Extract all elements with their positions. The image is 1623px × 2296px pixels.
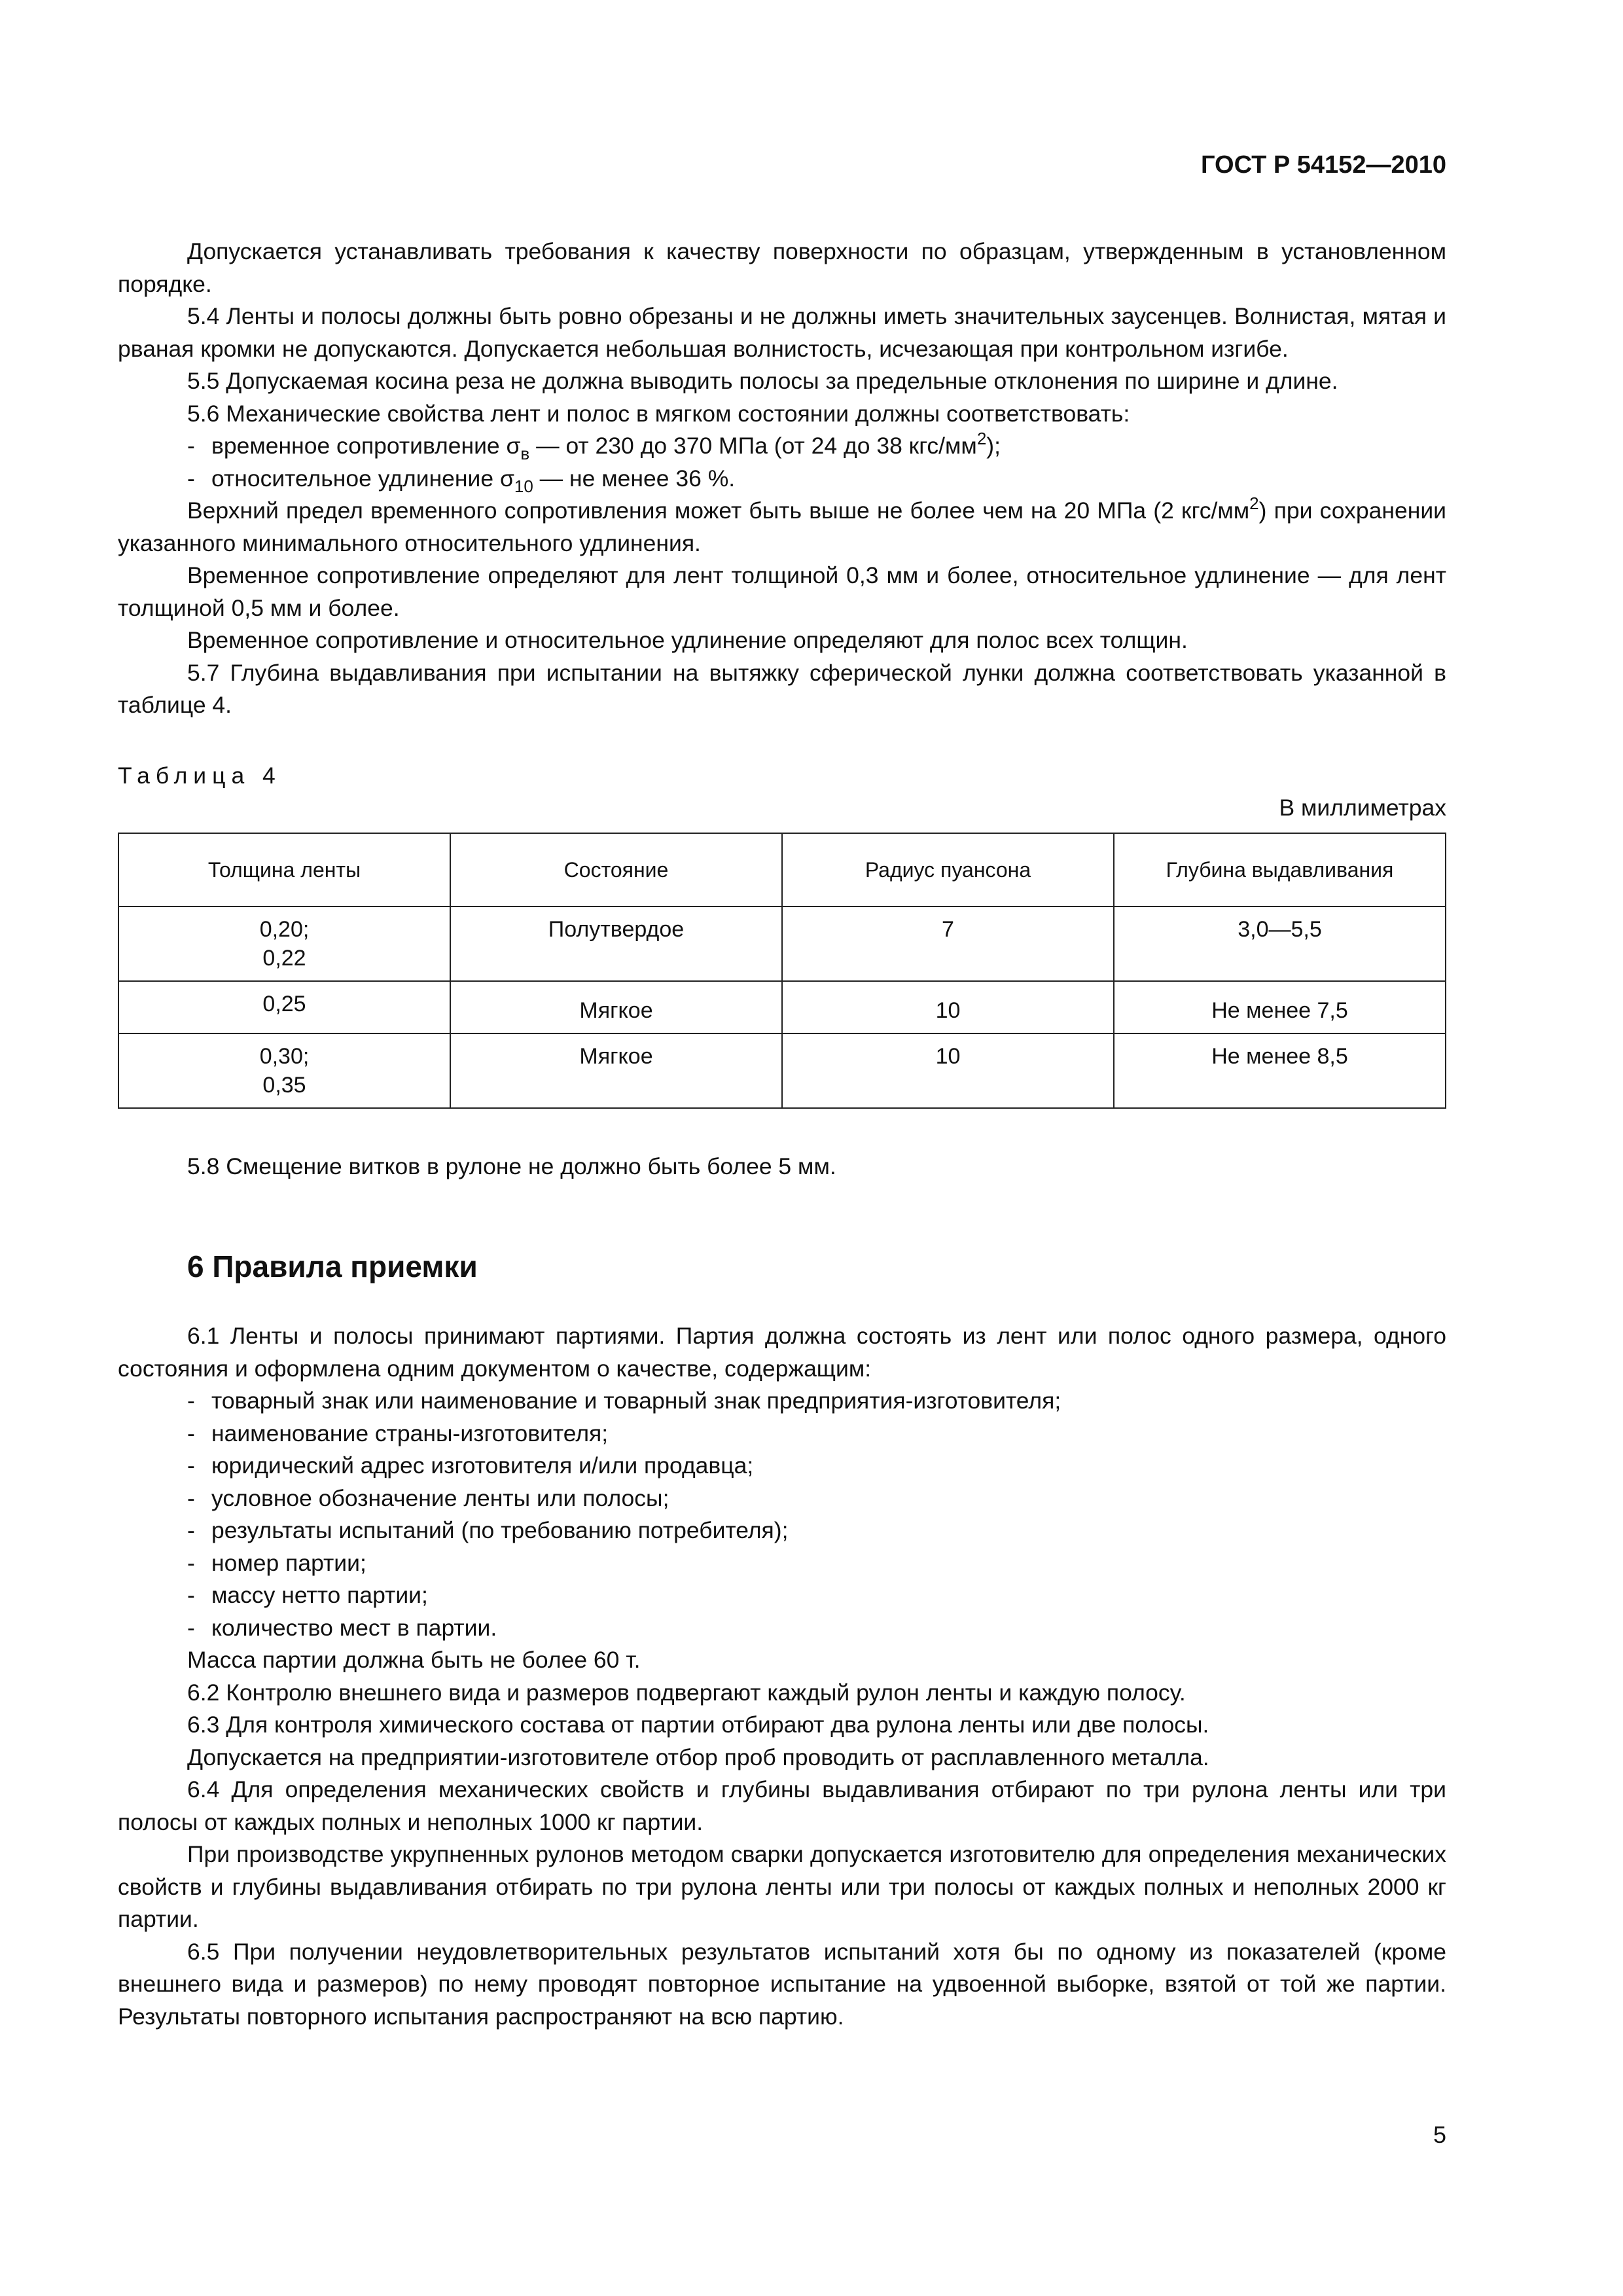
cell-thickness bbox=[118, 906, 450, 981]
list-item-text: номер партии; bbox=[211, 1549, 366, 1576]
list-item-text: юридический адрес изготовителя и/или продавца; bbox=[211, 1452, 754, 1479]
list-item-text: массу нетто партии; bbox=[211, 1582, 428, 1608]
paragraph-surface-quality: Допускается устанавливать требования к качеству поверхности по образцам, утвержденным в установленном порядке. bbox=[118, 238, 1446, 297]
cell-state: Полутвердое bbox=[450, 906, 782, 981]
cell-line: 0,20; bbox=[259, 916, 310, 942]
clause-6-3: 6.3 Для контроля химического состава от партии отбирают два рулона ленты или две полосы. bbox=[187, 1712, 1209, 1738]
paragraph-melt-sampling: Допускается на предприятии-изготовителе отбор проб проводить от расплавленного металла. bbox=[187, 1744, 1209, 1770]
column-header-thickness: Толщина ленты bbox=[118, 833, 450, 906]
list-dash: - bbox=[187, 1517, 195, 1543]
clause-5-8: 5.8 Смещение витков в рулоне не должно быть более 5 мм. bbox=[187, 1153, 836, 1179]
table-row bbox=[118, 981, 1446, 1033]
list-dash: - bbox=[187, 1420, 195, 1446]
list-item-text: результаты испытаний (по требованию потребителя); bbox=[211, 1517, 789, 1543]
paragraph-upper-limit bbox=[118, 495, 1446, 560]
list-item-elongation bbox=[118, 463, 1446, 495]
text-fragment: — не менее 36 %. bbox=[533, 465, 736, 492]
text-fragment: Верхний предел временного сопротивления может быть выше не более чем на 20 МПа (2 кгс/мм bbox=[187, 497, 1250, 524]
list-dash: - bbox=[187, 433, 195, 459]
page-number: 5 bbox=[1433, 2121, 1446, 2148]
clause-6-1: 6.1 Ленты и полосы принимают партиями. Партия должна состоять из лент или полос одного размера, одного состояния и оформлена одним документом о качестве, содержащим: bbox=[118, 1323, 1446, 1382]
standard-designation: ГОСТ Р 54152—2010 bbox=[1201, 151, 1446, 179]
quality-document-list bbox=[118, 1385, 1446, 1644]
cell-radius: 7 bbox=[782, 906, 1114, 981]
cell-depth: Не менее 7,5 bbox=[1114, 981, 1446, 1033]
cell-thickness bbox=[118, 1033, 450, 1108]
list-item bbox=[118, 1418, 1446, 1450]
list-dash: - bbox=[187, 1452, 195, 1479]
cell-state: Мягкое bbox=[450, 1033, 782, 1108]
text-fragment: ); bbox=[986, 433, 1001, 459]
cell-line: 0,22 bbox=[262, 945, 306, 971]
list-item-tensile-strength bbox=[118, 430, 1446, 463]
section-heading: 6 Правила приемки bbox=[187, 1249, 478, 1283]
subscript: 10 bbox=[514, 476, 533, 496]
table-units: В миллиметрах bbox=[1279, 795, 1446, 821]
paragraph-welded-coils: При производстве укрупненных рулонов методом сварки допускается изготовителю для определения механических свойств и глубины выдавливания отбирать по три рулона ленты или три полосы от каждых полных и неполных 2000 кг партии. bbox=[118, 1841, 1446, 1932]
cell-depth: Не менее 8,5 bbox=[1114, 1033, 1446, 1108]
table-4 bbox=[118, 833, 1446, 1109]
list-item bbox=[118, 1385, 1446, 1418]
cell-radius: 10 bbox=[782, 1033, 1114, 1108]
list-dash: - bbox=[187, 1549, 195, 1576]
cell-line: 0,35 bbox=[262, 1072, 306, 1098]
list-item bbox=[118, 1450, 1446, 1482]
clause-6-2: 6.2 Контролю внешнего вида и размеров подвергают каждый рулон ленты и каждую полосу. bbox=[187, 1679, 1186, 1706]
cell-depth: 3,0—5,5 bbox=[1114, 906, 1446, 981]
cell-line: 0,30; bbox=[259, 1043, 310, 1069]
list-item bbox=[118, 1515, 1446, 1547]
clause-6-4: 6.4 Для определения механических свойств и глубины выдавливания отбирают по три рулона ленты или три полосы от каждых полных и неполных 1000 кг партии. bbox=[118, 1776, 1446, 1835]
column-header-radius: Радиус пуансона bbox=[782, 833, 1114, 906]
list-dash: - bbox=[187, 1614, 195, 1641]
list-item-text: товарный знак или наименование и товарный знак предприятия-изготовителя; bbox=[211, 1388, 1061, 1414]
list-dash: - bbox=[187, 465, 195, 492]
clause-5-6: 5.6 Механические свойства лент и полос в мягком состоянии должны соответствовать: bbox=[187, 400, 1130, 427]
clause-5-7: 5.7 Глубина выдавливания при испытании на вытяжку сферической лунки должна соответствовать указанной в таблице 4. bbox=[118, 659, 1446, 718]
table-caption: Таблица 4 bbox=[118, 762, 281, 789]
superscript: 2 bbox=[976, 429, 987, 448]
list-dash: - bbox=[187, 1582, 195, 1608]
list-item bbox=[118, 1579, 1446, 1612]
paragraph-determine-tape: Временное сопротивление определяют для лент толщиной 0,3 мм и более, относительное удлинение — для лент толщиной 0,5 мм и более. bbox=[118, 562, 1446, 621]
text-fragment: относительное удлинение σ bbox=[211, 465, 514, 492]
cell-radius: 10 bbox=[782, 981, 1114, 1033]
paragraph-batch-mass: Масса партии должна быть не более 60 т. bbox=[187, 1647, 641, 1673]
cell-thickness: 0,25 bbox=[118, 981, 450, 1033]
text-fragment: ) при сохранении указанного минимального относительного удлинения. bbox=[118, 497, 1446, 556]
list-dash: - bbox=[187, 1388, 195, 1414]
text-fragment: — от 230 до 370 МПа (от 24 до 38 кгс/мм bbox=[529, 433, 977, 459]
table-row bbox=[118, 906, 1446, 981]
table-row bbox=[118, 1033, 1446, 1108]
text-fragment: временное сопротивление σ bbox=[211, 433, 521, 459]
column-header-state: Состояние bbox=[450, 833, 782, 906]
subscript: в bbox=[520, 444, 530, 463]
superscript: 2 bbox=[1249, 493, 1259, 513]
clause-5-4: 5.4 Ленты и полосы должны быть ровно обрезаны и не должны иметь значительных заусенцев. Волнистая, мятая и рваная кромки не допускаются. Допускается небольшая волнистость, исчезающая при контрольном изгибе. bbox=[118, 303, 1446, 362]
clause-5-5: 5.5 Допускаемая косина реза не должна выводить полосы за предельные отклонения по ширине и длине. bbox=[187, 368, 1338, 394]
list-item-text: условное обозначение ленты или полосы; bbox=[211, 1484, 669, 1511]
list-item bbox=[118, 1547, 1446, 1580]
list-item-text: количество мест в партии. bbox=[211, 1614, 497, 1641]
list-item bbox=[118, 1482, 1446, 1515]
column-header-depth: Глубина выдавливания bbox=[1114, 833, 1446, 906]
paragraph-determine-strip: Временное сопротивление и относительное удлинение определяют для полос всех толщин. bbox=[187, 627, 1188, 653]
cell-state: Мягкое bbox=[450, 981, 782, 1033]
list-item-text: наименование страны-изготовителя; bbox=[211, 1420, 609, 1446]
list-item bbox=[118, 1612, 1446, 1645]
clause-6-5: 6.5 При получении неудовлетворительных результатов испытаний хотя бы по одному из показателей (кроме внешнего вида и размеров) по нему проводят повторное испытание на удвоенной выборке, взятой от той же партии. Результаты повторного испытания распространяют на всю партию. bbox=[118, 1938, 1446, 2030]
list-dash: - bbox=[187, 1484, 195, 1511]
table-header-row bbox=[118, 833, 1446, 906]
